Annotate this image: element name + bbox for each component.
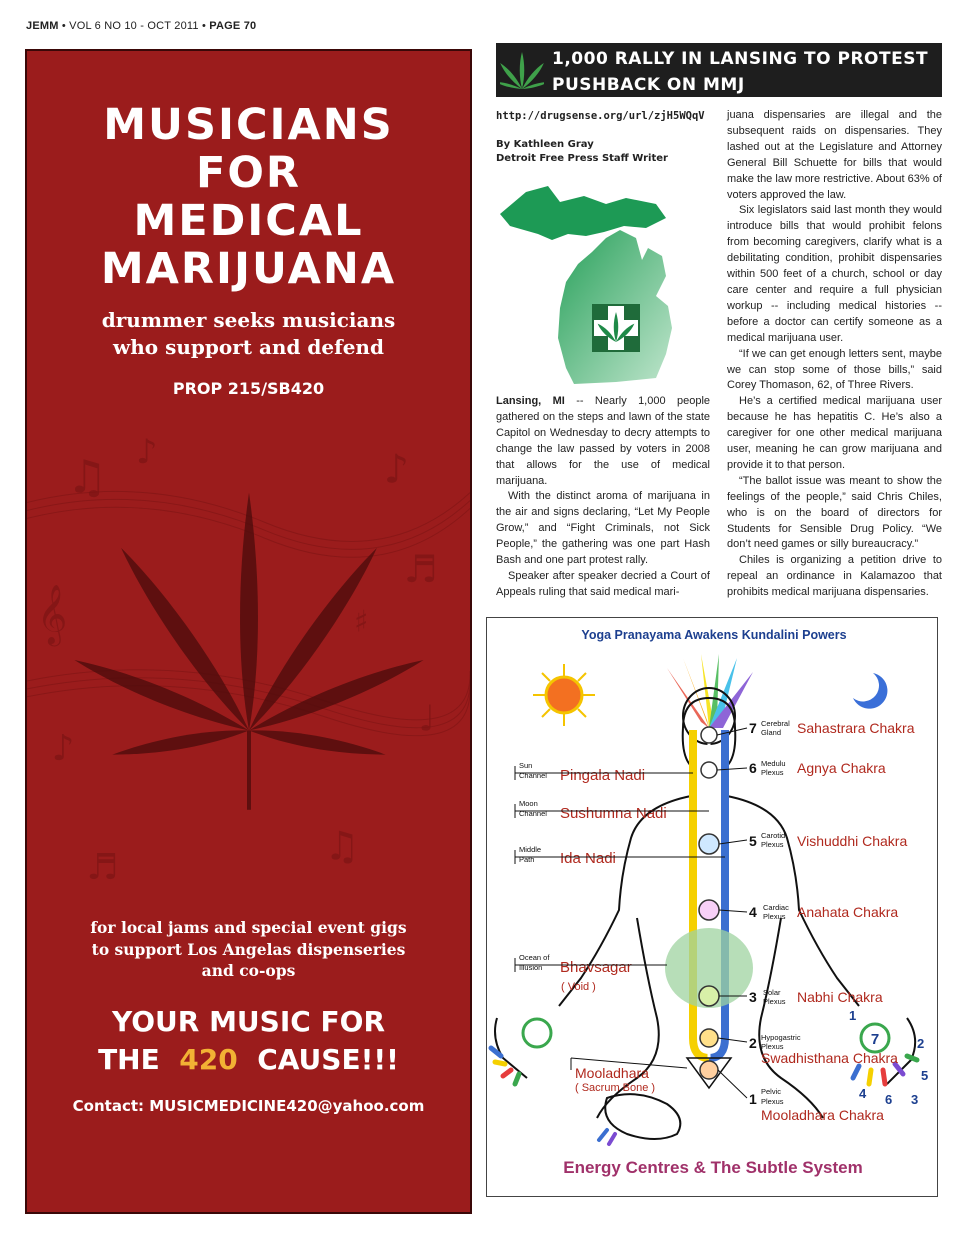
ad-prop-text: PROP 215/SB420 (172, 379, 325, 398)
moon-icon (853, 673, 887, 709)
chakra-label-4 (749, 903, 898, 921)
headline-line: PUSHBACK ON MMJ (552, 75, 745, 95)
svg-text:Cardiac: Cardiac (763, 903, 789, 912)
svg-text:3: 3 (749, 989, 757, 1005)
svg-text:𝄞: 𝄞 (36, 584, 68, 645)
article-column-right (727, 108, 942, 601)
chakra-label-5 (749, 831, 907, 849)
svg-text:Mooladhara Chakra: Mooladhara Chakra (761, 1107, 884, 1123)
svg-text:Sahastrara Chakra: Sahastrara Chakra (797, 720, 915, 736)
svg-text:♫: ♫ (66, 450, 108, 504)
svg-text:Channel: Channel (519, 771, 547, 780)
ad-subtitle-line: who support and defend (113, 335, 384, 359)
ad-title-line: MEDICAL (133, 196, 364, 246)
page-folio (26, 20, 256, 32)
ad-slogan-line: YOUR MUSIC FOR (111, 1005, 386, 1038)
svg-text:6: 6 (749, 760, 757, 776)
source-url[interactable]: http://drugsense.org/url/zjH5WQqV (496, 110, 705, 122)
ad-slogan-420: 420 (179, 1043, 238, 1076)
svg-text:Gland: Gland (761, 728, 782, 737)
svg-text:Pelvic: Pelvic (761, 1087, 782, 1096)
svg-text:♩: ♩ (418, 698, 436, 740)
svg-text:Swadhisthana Chakra: Swadhisthana Chakra (761, 1050, 898, 1066)
sacrum-label: ( Sacrum Bone ) (575, 1082, 656, 1094)
chakra-label-7 (749, 719, 915, 737)
svg-text:♬: ♬ (86, 847, 119, 889)
svg-text:Carotid: Carotid (761, 831, 786, 840)
chakra-label-6 (749, 759, 886, 777)
ad-gig-description (27, 917, 470, 982)
crown-rays-icon (667, 654, 753, 728)
hand-number: 4 (859, 1086, 867, 1101)
svg-text:♪: ♪ (383, 446, 410, 493)
byline (496, 138, 668, 166)
cannabis-cross-icon (592, 304, 640, 352)
hand-number: 5 (921, 1068, 929, 1083)
svg-text:♪: ♪ (136, 431, 158, 471)
ad-gig-line: to support Los Angelas dispenseries (91, 939, 406, 959)
svg-text:Plexus: Plexus (761, 840, 784, 849)
diagram-title: Yoga Pranayama Awakens Kundalini Powers (581, 628, 847, 642)
mooladhara-bone-label: Mooladhara (575, 1065, 649, 1081)
ad-title-line: MARIJUANA (100, 244, 397, 294)
ad-slogan-line (27, 1041, 470, 1079)
article-paragraph: With the distinct aroma of marijuana in the air and signs declaring, “Let My People Grow,” and “Fight Criminals, not Sick People,” the gathering was one part Hash Bash and one part protest rally. (496, 490, 710, 567)
svg-text:Hypogastric: Hypogastric (761, 1033, 801, 1042)
article-paragraph: “If we can get enough letters sent, maybe we can stop some of those bills,” said Corey Thomason, 62, of Three Rivers. (727, 347, 942, 392)
svg-text:Vishuddhi Chakra: Vishuddhi Chakra (797, 833, 908, 849)
svg-text:Plexus: Plexus (763, 912, 786, 921)
ad-gig-line: for local jams and special event gigs (90, 918, 407, 937)
hand-number: 1 (849, 1008, 857, 1023)
ad-subtitle (27, 307, 470, 361)
article-column-left (496, 394, 710, 601)
article-paragraph: Speaker after speaker decried a Court of Appeals ruling that said medical mari- (496, 569, 710, 598)
hand-number: 7 (870, 1031, 880, 1048)
svg-text:4: 4 (749, 904, 757, 920)
ad-title-line: MUSICIANS (103, 100, 394, 150)
svg-text:Agnya Chakra: Agnya Chakra (797, 760, 886, 776)
folio-separator: • (58, 20, 70, 32)
ida-channel (709, 730, 725, 1058)
article-headline (552, 46, 932, 98)
svg-text:Middle: Middle (519, 845, 542, 854)
svg-text:7: 7 (749, 720, 757, 736)
svg-text:Plexus: Plexus (761, 1097, 784, 1106)
chakra-label-3 (749, 988, 883, 1006)
diagram-footer: Energy Centres & The Subtle System (563, 1158, 863, 1177)
cannabis-leaf-music-artwork (27, 431, 470, 921)
dateline: Lansing, MI (496, 395, 565, 407)
ad-title (27, 101, 470, 293)
svg-text:Bhavsagar: Bhavsagar (560, 959, 632, 976)
sun-icon (533, 664, 595, 726)
article-paragraph: He’s a certified medical marijuana user because he has hepatitis C. He’s also a caregiver for one other medical marijuana user, meaning he can grow marijuana and provide it to that person. (727, 395, 942, 471)
folio-separator: • (198, 20, 210, 32)
headline-line: 1,000 RALLY IN LANSING TO PROTEST (552, 49, 929, 69)
svg-text:Sun: Sun (519, 761, 533, 770)
hand-number: 3 (911, 1092, 919, 1107)
svg-text:Anahata Chakra: Anahata Chakra (797, 904, 899, 920)
pingala-channel (693, 730, 709, 1058)
svg-text:♬: ♬ (403, 546, 438, 591)
svg-text:Medulu: Medulu (761, 759, 786, 768)
svg-text:Ocean of: Ocean of (519, 953, 550, 962)
svg-text:Nabhi Chakra: Nabhi Chakra (797, 989, 883, 1005)
svg-text:1: 1 (749, 1091, 757, 1107)
ad-subtitle-line: drummer seeks musicians (101, 308, 396, 332)
ad-slogan (27, 1003, 470, 1079)
svg-text:Plexus: Plexus (763, 997, 786, 1006)
article-paragraph: “The ballot issue was meant to show the feelings of the people,” said Chris Chiles, who is on the board of directors for Students for Sensible Drug Policy. “We don’t need games or silly bureaucracy.” (727, 474, 942, 551)
article-paragraph: Lansing, MI -- Nearly 1,000 people gathered on the steps and lawn of the state Capitol on Wednesday to decry attempts to change the law passed by voters in 2008 that allows for the use of medical marijuana. (496, 395, 710, 487)
svg-text:5: 5 (749, 833, 757, 849)
foot-outline (605, 1094, 680, 1139)
svg-text:Path: Path (519, 855, 535, 864)
publication-name: JEMM (26, 20, 59, 32)
cannabis-cross-icon (500, 49, 544, 93)
svg-text:♫: ♫ (324, 823, 360, 870)
svg-text:Moon: Moon (519, 799, 538, 808)
page-number: PAGE 70 (209, 20, 257, 32)
svg-text:Plexus: Plexus (761, 768, 784, 777)
svg-text:Sushumna Nadi: Sushumna Nadi (560, 805, 667, 822)
author-affiliation: Detroit Free Press Staff Writer (496, 153, 668, 164)
ad-title-line: FOR (195, 148, 302, 198)
article-paragraph: Chiles is organizing a petition drive to repeal an ordinance in Kalamazoo that prohibits medical marijuana dispensaries. (727, 554, 942, 599)
article-paragraph: Six legislators said last month they would introduce bills that would prohibit felons from becoming caregivers, clarify what is a debilitating condition, prohibit dispensaries within 500 feet of a church, school or day care center and require a full physician workup -- including medical histories -- before a doctor can certify someone as a medical marijuana user. (727, 204, 942, 344)
void-label: ( Void ) (561, 981, 596, 993)
svg-text:Cerebral: Cerebral (761, 719, 790, 728)
svg-text:Solar: Solar (763, 988, 781, 997)
hand-number: 2 (917, 1036, 925, 1051)
musicians-advertisement (25, 49, 472, 1214)
svg-text:♯: ♯ (354, 604, 369, 640)
author-name: By Kathleen Gray (496, 139, 594, 150)
svg-text:2: 2 (749, 1035, 757, 1051)
svg-text:Plexus: Plexus (761, 1042, 784, 1051)
article-headline-banner (496, 43, 942, 97)
hand-number: 6 (885, 1092, 893, 1107)
svg-text:Ida Nadi: Ida Nadi (560, 850, 616, 867)
chakra-diagram (486, 617, 938, 1197)
ad-slogan-cause: CAUSE!!! (257, 1043, 399, 1076)
ad-gig-line: and co-ops (201, 961, 296, 980)
svg-text:Channel: Channel (519, 809, 547, 818)
music-notes-icon (37, 432, 437, 888)
left-hand-icon (491, 1018, 551, 1084)
ad-slogan-the: THE (98, 1043, 160, 1076)
svg-text:Pingala Nadi: Pingala Nadi (560, 767, 646, 784)
issue-info: VOL 6 NO 10 - OCT 2011 (69, 20, 199, 32)
ad-contact-email[interactable]: Contact: MUSICMEDICINE420@yahoo.com (72, 1097, 425, 1115)
chakra-diagram-figure (487, 618, 938, 1197)
nadi-label-ida (519, 845, 616, 867)
michigan-map-icon (496, 178, 710, 392)
article-paragraph: juana dispensaries are illegal and the subsequent raids on dispensaries. They lashed out at the Legislature and Attorney General Bill Schuette for bills that would make the law more restrictive. About 63% of voters approved the law. (727, 109, 942, 201)
svg-text:♪: ♪ (51, 728, 75, 770)
svg-text:Illusion: Illusion (519, 963, 543, 972)
